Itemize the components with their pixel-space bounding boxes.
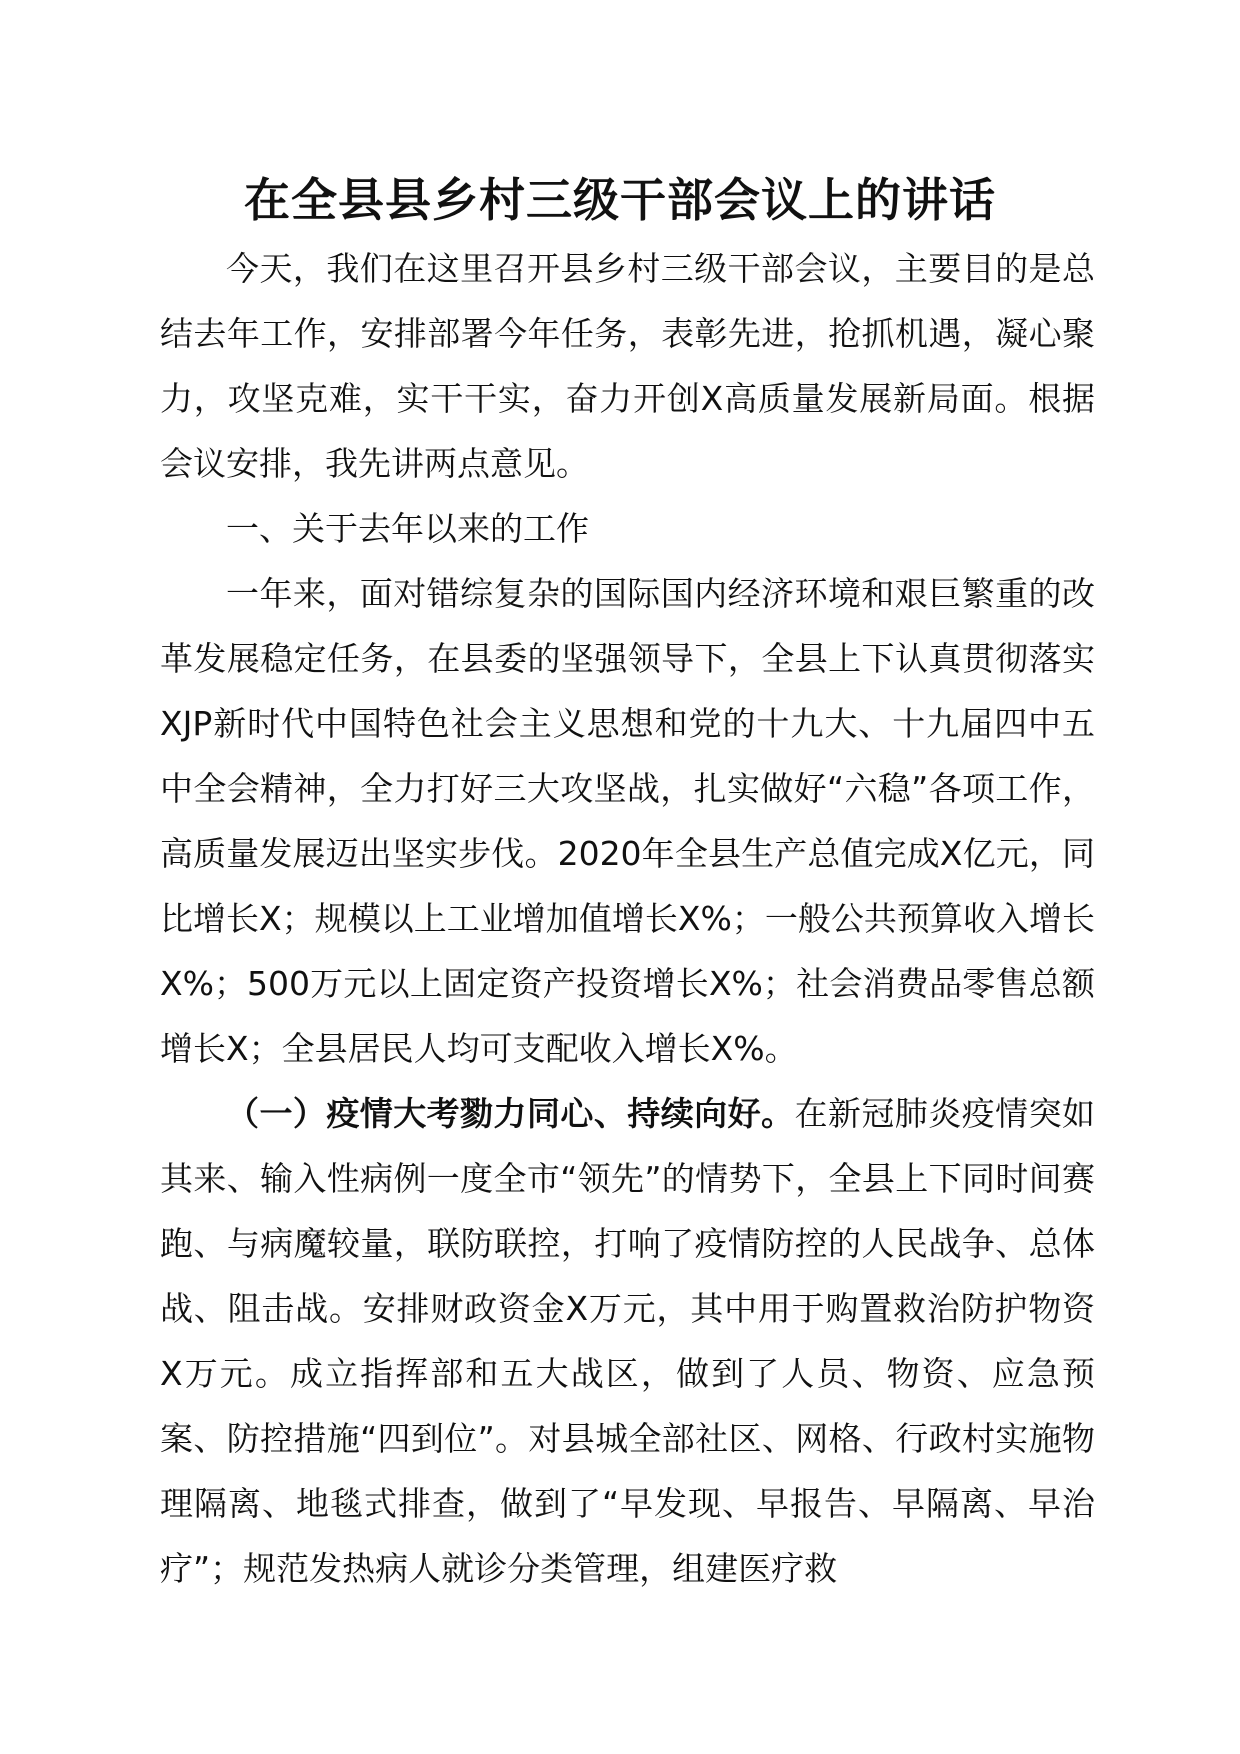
- section-heading-work-review: 一、关于去年以来的工作: [226, 509, 589, 548]
- intro-paragraph: 今天，我们在这里召开县乡村三级干部会议，主要目的是总结去年工作，安排部署今年任务，表彰先进，抢抓机遇，凝心聚力，攻坚克难，实干干实，奋力开创X高质量发展新局面。根据会议安排，我先讲两点意见。: [160, 249, 1095, 483]
- overview-paragraph: 一年来，面对错综复杂的国际国内经济环境和艰巨繁重的改革发展稳定任务，在县委的坚强领导下，全县上下认真贯彻落实XJP新时代中国特色社会主义思想和党的十九大、十九届四中五中全会精神，全力打好三大攻坚战，扎实做好“六稳”各项工作，高质量发展迈出坚实步伐。2020年全县生产总值完成X亿元，同比增长X；规模以上工业增加值增长X%；一般公共预算收入增长X%；500万元以上固定资产投资增长X%；社会消费品零售总额增长X；全县居民人均可支配收入增长X%。: [160, 574, 1095, 1068]
- document-title: 在全县县乡村三级干部会议上的讲话: [244, 173, 996, 227]
- document-body: [160, 236, 1095, 1601]
- section-1-text: 在新冠肺炎疫情突如其来、输入性病例一度全市“领先”的情势下，全县上下同时间赛跑、与病魔较量，联防联控，打响了疫情防控的人民战争、总体战、阻击战。安排财政资金X万元，其中用于购置救治防护物资X万元。成立指挥部和五大战区，做到了人员、物资、应急预案、防控措施“四到位”。对县城全部社区、网格、行政村实施物理隔离、地毯式排查，做到了“早发现、早报告、早隔离、早治疗”；规范发热病人就诊分类管理，组建医疗救: [160, 1094, 1096, 1588]
- section-1-paragraph: [160, 1081, 1095, 1601]
- section-1-lead: （一）疫情大考勠力同心、持续向好。: [226, 1094, 795, 1133]
